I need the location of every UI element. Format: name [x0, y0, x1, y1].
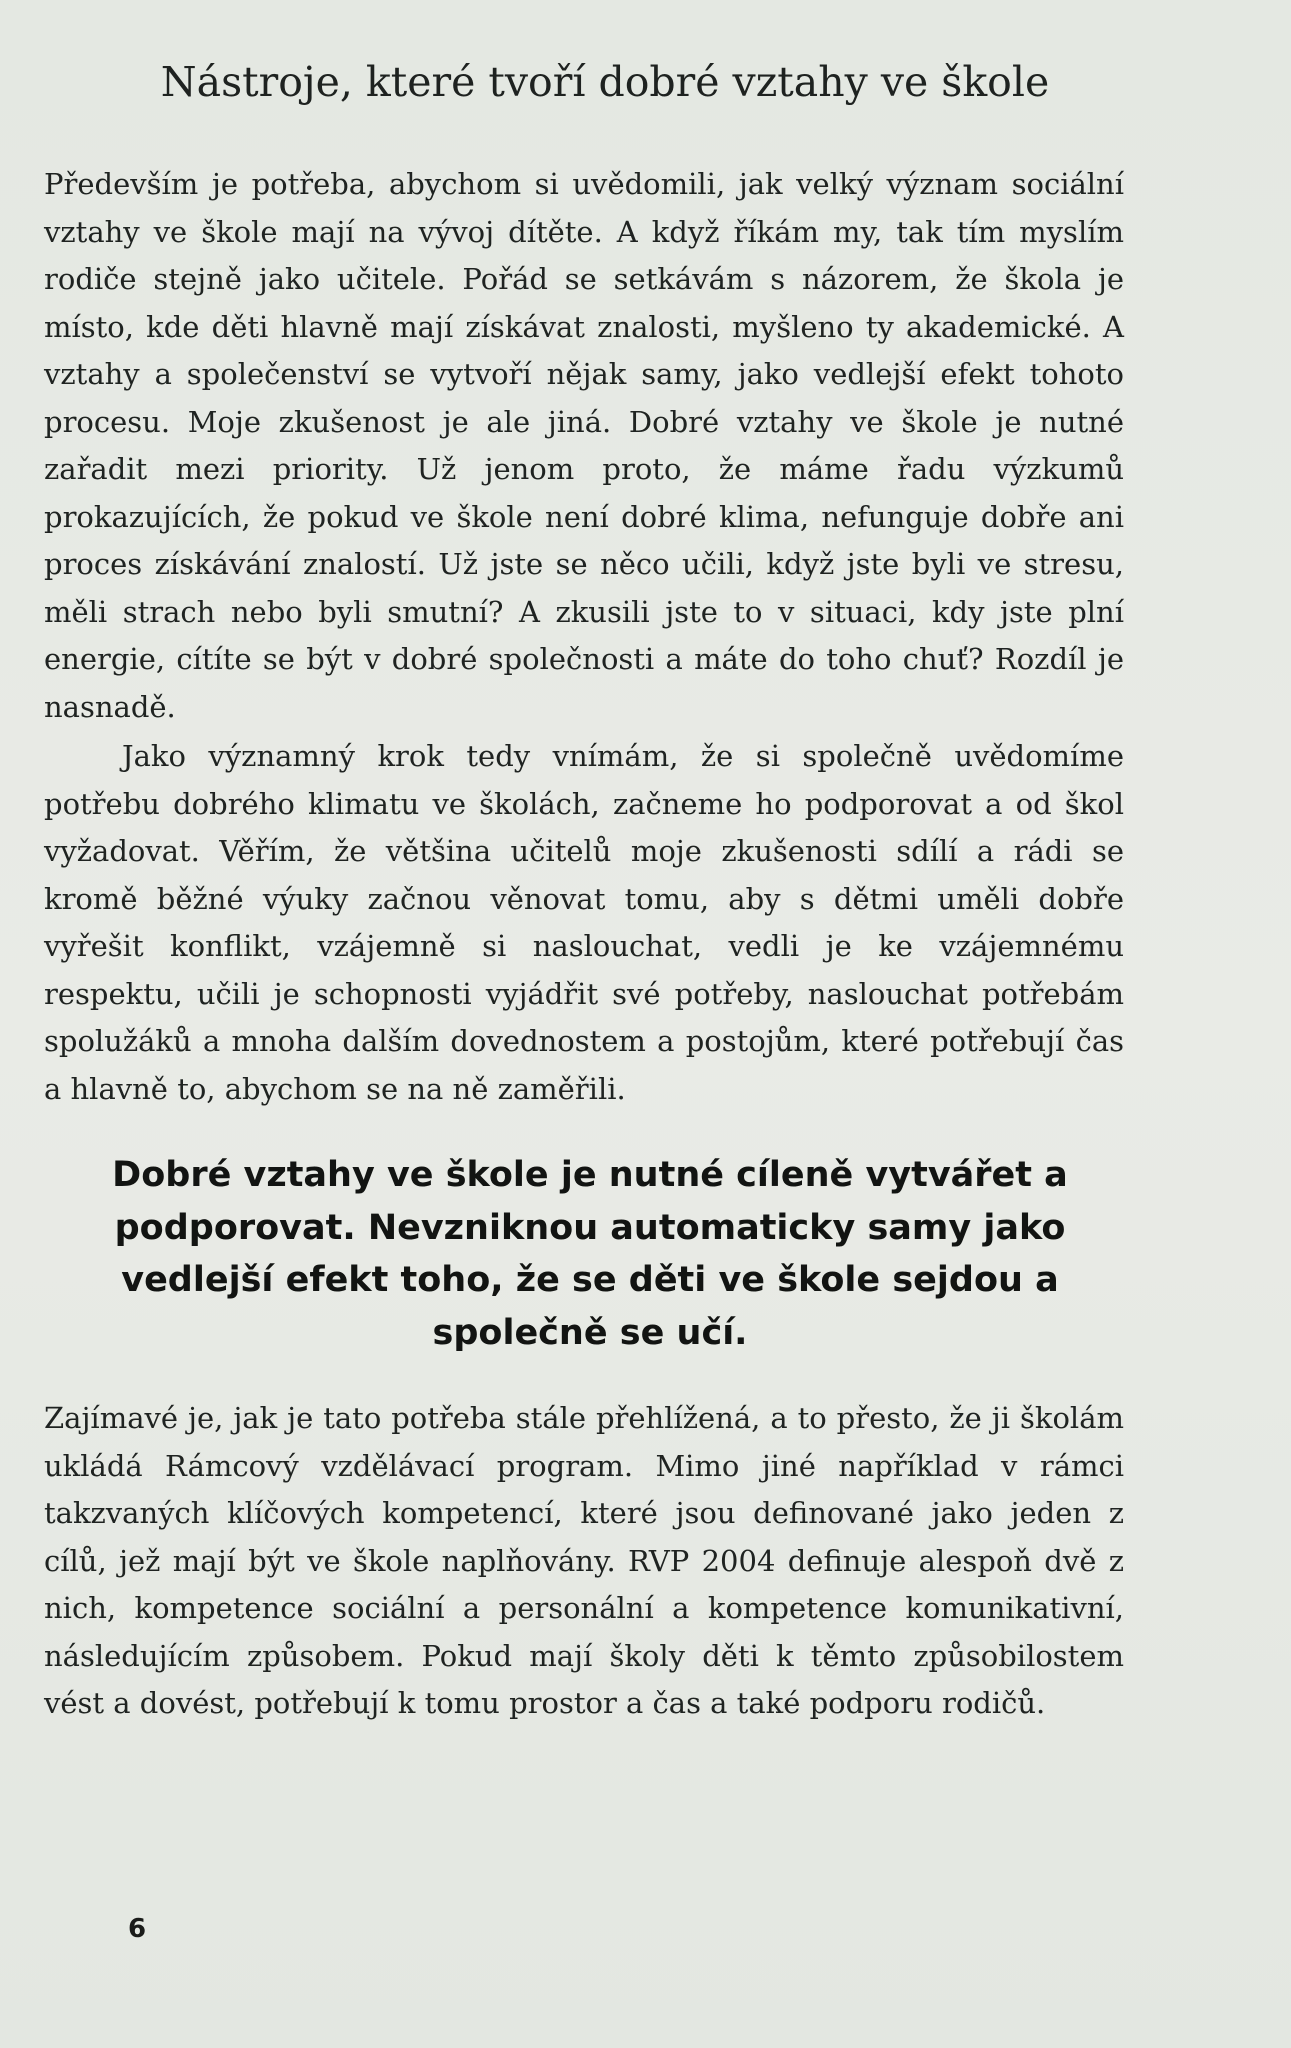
page-number: 6: [128, 1914, 147, 1944]
paragraph-3: Zajímavé je, jak je tato potřeba stále přehlížená, a to přesto, že ji školám ukládá Rámcový vzdělávací program. Mimo jiné například v rámci takzvaných klíčových kompetencí, které jsou definované jako jeden z cílů, jež mají být ve škole naplňovány. RVP 2004 definuje alespoň dvě z nich, kompetence sociální a personální a kompetence komunikativní, následujícím způsobem. Pokud mají školy děti k těmto způsobilostem vést a dovést, potřebují k tomu prostor a čas a také podporu rodičů.: [44, 1401, 1124, 1720]
pull-quote: Dobré vztahy ve škole je nutné cíleně vytvářet a podporovat. Nevzniknou automaticky samy jako vedlejší efekt toho, že se děti ve škole sejdou a společně se učí.: [112, 1155, 1068, 1353]
paragraph-1: Především je potřeba, abychom si uvědomili, jak velký význam sociální vztahy ve škole mají na vývoj dítěte. A když říkám my, tak tím myslím rodiče stejně jako učitele. Pořád se setkávám s názorem, že škola je místo, kde děti hlavně mají získávat znalosti, myšleno ty akademické. A vztahy a společenství se vytvoří nějak samy, jako vedlejší efekt tohoto procesu. Moje zkušenost je ale jiná. Dobré vztahy ve škole je nutné zařadit mezi priority. Už jenom proto, že máme řadu výzkumů prokazujících, že pokud ve škole není dobré klima, nefunguje dobře ani proces získávání znalostí. Už jste se něco učili, když jste byli ve stresu, měli strach nebo byli smutní? A zkusili jste to v situaci, kdy jste plní energie, cítíte se být v dobré společnosti a máte do toho chuť? Rozdíl je nasnadě.: [44, 167, 1124, 724]
paragraph-2: Jako významný krok tedy vnímám, že si společně uvědomíme potřebu dobrého klimatu ve školách, začneme ho podporovat a od škol vyžadovat. Věřím, že většina učitelů moje zkušenosti sdílí a rádi se kromě běžné výuky začnou věnovat tomu, aby s dětmi uměli dobře vyřešit konflikt, vzájemně si naslouchat, vedli je ke vzájemnému respektu, učili je schopnosti vyjádřit své potřeby, naslouchat potřebám spolužáků a mnoha dalším dovednostem a postojům, které potřebují čas a hlavně to, abychom se na ně zaměřili.: [44, 739, 1124, 1106]
chapter-heading: Nástroje, které tvoří dobré vztahy ve škole: [160, 58, 1050, 106]
